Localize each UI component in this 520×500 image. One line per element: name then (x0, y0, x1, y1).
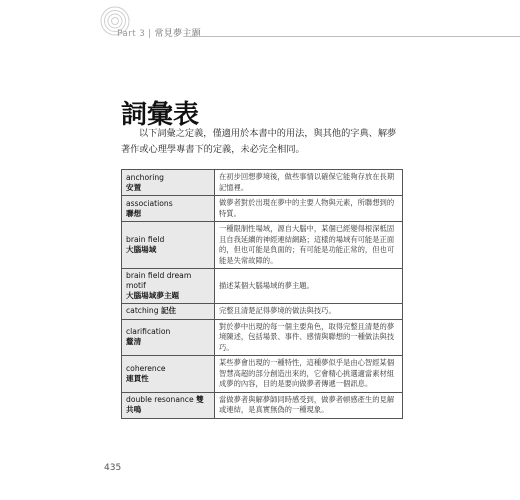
chapter-label: 常見夢主題 (154, 29, 202, 39)
term-zh: 記住 (160, 306, 177, 316)
glossary-table (121, 169, 403, 419)
term-cell (122, 319, 215, 356)
definition-cell: 對於夢中出現的每一個主要角色，取得完整且清楚的夢境陳述，包括場景、事件、感情與聯想的一種做法與技巧。 (215, 319, 403, 356)
term-cell (122, 392, 215, 418)
term-cell (122, 356, 215, 393)
term-zh: 安置 (126, 182, 142, 192)
term-en: double resonance (126, 395, 194, 404)
definition-cell: 當做夢者與解夢師同時感受到，做夢者頓感產生的見解或連結，是真實無偽的一種現象。 (215, 392, 403, 418)
term-en: anchoring (126, 172, 164, 182)
header-rule (184, 36, 520, 37)
definition-cell: 做夢者對於出現在夢中的主要人物與元素，所聯想到的特質。 (215, 196, 403, 222)
header-text (117, 26, 201, 39)
term-cell (122, 222, 215, 269)
term-cell (122, 196, 215, 222)
term-cell (122, 304, 215, 320)
glossary-row (122, 319, 403, 356)
running-header (0, 0, 520, 60)
term-en: brain field (126, 235, 165, 244)
term-en: associations (126, 198, 173, 208)
term-zh: 聯想 (126, 208, 142, 218)
term-en: brain field dream motif (126, 271, 192, 290)
definition-cell: 在初步回想夢境後，做些事情以確保它能夠存放在長期記憶裡。 (215, 170, 403, 196)
header-separator: | (148, 29, 152, 39)
term-zh: 連貫性 (126, 373, 149, 383)
glossary-row (122, 269, 403, 304)
term-zh: 釐清 (126, 337, 142, 347)
term-en: coherence (126, 363, 166, 373)
glossary-row (122, 356, 403, 393)
glossary-row (122, 170, 403, 196)
term-zh: 大腦場域夢主題 (126, 291, 180, 300)
glossary-row (122, 392, 403, 418)
definition-cell: 完整且清楚記得夢境的做法與技巧。 (215, 304, 403, 320)
glossary-row (122, 196, 403, 222)
term-cell (122, 269, 215, 304)
term-en: clarification (126, 327, 171, 337)
glossary-row (122, 304, 403, 320)
definition-cell: 描述某個大腦場域的夢主題。 (215, 269, 403, 304)
page-title: 詞彙表 (121, 100, 200, 130)
term-zh: 大腦場域 (126, 245, 157, 254)
term-cell (122, 170, 215, 196)
term-zh: 雙共鳴 (126, 395, 204, 414)
glossary-row (122, 222, 403, 269)
intro-paragraph: 以下詞彙之定義，僅適用於本書中的用法，與其他的字典、解夢著作或心理學專書下的定義，未必完全相同。 (121, 128, 397, 155)
definition-cell: 一種限制性場域，源自大腦中，某個已經變得根深柢固且自我延續的神經連結網路；這樣的場域有可能是正面的，但也可能是負面的；有可能是功能正常的，但也可能是失常故障的。 (215, 222, 403, 269)
page-number: 435 (104, 463, 122, 473)
part-label: Part 3 (117, 29, 146, 39)
term-en: catching (126, 306, 159, 316)
definition-cell: 某些夢會出現的一種特性，這種夢似乎是由心智經某個智慧高超的部分創造出來的，它會精心挑選適當素材組成夢的內容，目的是要向做夢者傳遞一個訊息。 (215, 356, 403, 393)
